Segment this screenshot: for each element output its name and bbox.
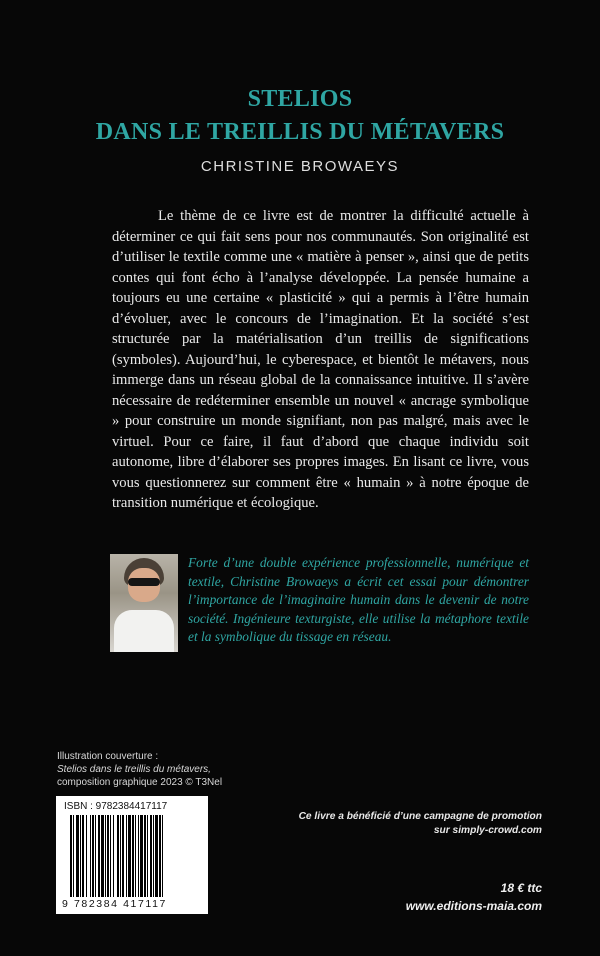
photo-sunglasses (128, 578, 160, 586)
promo-note (282, 810, 542, 838)
author-bio: Forte d’une double expérience professionnelle, numérique et textile, Christine Browaeys a écrit cet essai pour démontrer l’importance de l’imaginaire humain dans le devenir de notre société. Ingénieure texturgiste, elle utilise la métaphore textile et la symbolique du tissage en réseau. (188, 555, 529, 645)
author-photo (110, 554, 178, 652)
barcode-bars (70, 815, 202, 897)
publisher-website: www.editions-maia.com (405, 899, 542, 913)
book-title-line2: DANS LE TREILLIS DU MÉTAVERS (95, 119, 505, 145)
isbn-label: ISBN : 9782384417117 (64, 801, 168, 812)
book-title-line1: STELIOS (247, 86, 353, 112)
credit-line3: composition graphique 2023 © T3Nel (57, 777, 223, 788)
credit-line1: Illustration couverture : (57, 751, 159, 762)
photo-clothing (114, 610, 174, 652)
barcode-digits: 9 782384 417117 (62, 898, 167, 910)
promo-line1: Ce livre a bénéficié d’une campagne de promotion (298, 811, 542, 822)
book-summary: Le thème de ce livre est de montrer la difficulté actuelle à déterminer ce qui fait sens pour nos communautés. Son originalité est d’utiliser le textile comme une « matière à penser », ainsi que de petits contes qui font écho à l’analyse développée. La pensée humaine a toujours eu une certaine « plasticité » qui a permis à l’être humain d’évoluer, avec le concours de l’imagination. Et la société s’est structurée par la matérialisation d’un treillis de significations (symboles). Aujourd’hui, le cyberespace, et bientôt le métavers, nous immerge dans un réseau global de la connaissance intuitive. Il s’avère nécessaire de redéterminer ensemble un nouvel « ancrage symbolique » pour construire un monde signifiant, non pas malgré, mais avec le virtuel. Pour ce faire, il faut d’abord que chaque individu soit autonome, libre d’élaborer ses propres images. En lisant ce livre, vous vous questionnerez sur comment être « humain » à notre époque de transition numérique et écologique. (112, 208, 529, 511)
author-name: CHRISTINE BROWAEYS (200, 158, 400, 175)
barcode-stripe (163, 815, 165, 897)
promo-line2: sur simply-crowd.com (433, 825, 542, 836)
cover-credits (57, 750, 317, 789)
credit-line2: Stelios dans le treillis du métavers, (57, 764, 211, 775)
price: 18 € ttc (500, 881, 542, 895)
isbn-barcode (56, 796, 208, 914)
